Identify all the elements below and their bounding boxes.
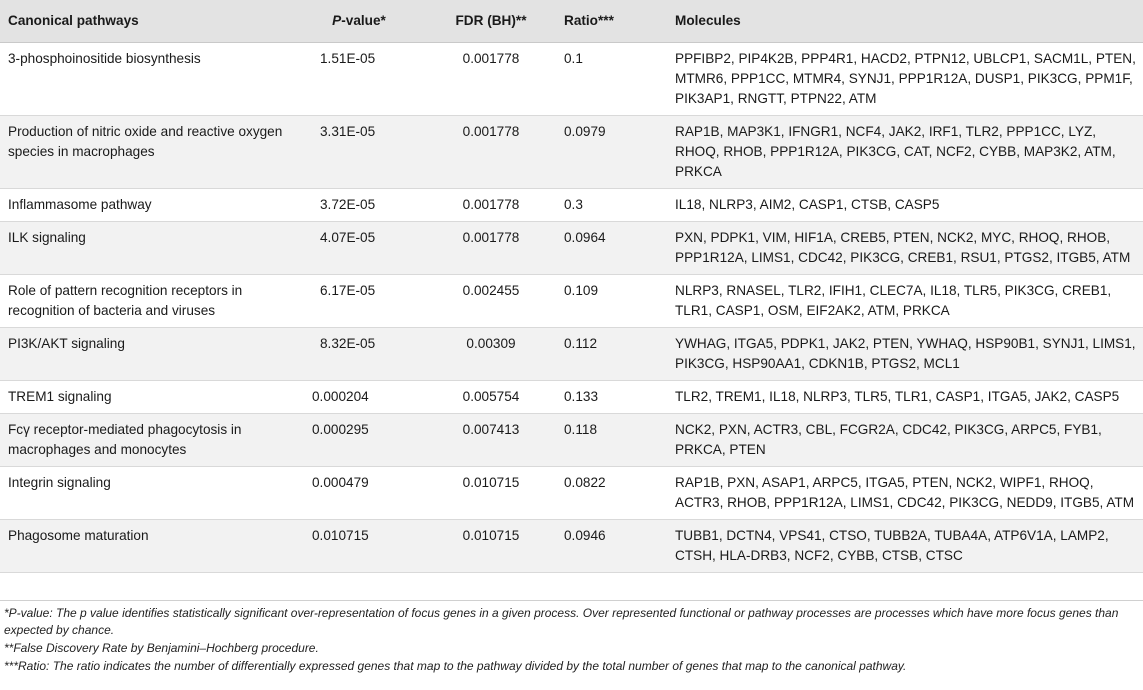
- cell-fdr: 0.001778: [462, 124, 520, 139]
- cell-fdr: 0.00309: [466, 336, 516, 351]
- cell-p-value-wrap: [300, 328, 418, 381]
- cell-p-value: 6.17E-05: [320, 283, 376, 298]
- cell-molecules: RAP1B, PXN, ASAP1, ARPC5, ITGA5, PTEN, NCK2, WIPF1, RHOQ, ACTR3, RHOB, PPP1R12A, LIMS1, CDC42, PIK3CG, NEDD9, ITGB5, ATM: [675, 475, 1135, 510]
- header-canonical-pathways: Canonical pathways: [0, 0, 300, 43]
- cell-molecules: TUBB1, DCTN4, VPS41, CTSO, TUBB2A, TUBA4A, ATP6V1A, LAMP2, CTSH, HLA-DRB3, NCF2, CYBB, CTSB, CTSC: [675, 528, 1109, 563]
- cell-ratio: 0.3: [564, 197, 583, 212]
- table-row: [0, 520, 1143, 573]
- cell-p-value: 0.010715: [312, 528, 369, 543]
- cell-molecules: PPFIBP2, PIP4K2B, PPP4R1, HACD2, PTPN12, UBLCP1, SACM1L, PTEN, MTMR6, PPP1CC, MTMR4, SYNJ1, PPP1R12A, DUSP1, PIK3CG, PPM1F, PIK3AP1, RNGTT, PTPN22, ATM: [675, 51, 1136, 106]
- cell-pathway: Integrin signaling: [8, 475, 111, 490]
- cell-p-value-wrap: [300, 467, 418, 520]
- cell-molecules: TLR2, TREM1, IL18, NLRP3, TLR5, TLR1, CASP1, ITGA5, JAK2, CASP5: [675, 389, 1120, 404]
- cell-ratio: 0.109: [564, 283, 599, 298]
- cell-molecules: PXN, PDPK1, VIM, HIF1A, CREB5, PTEN, NCK2, MYC, RHOQ, RHOB, PPP1R12A, LIMS1, CDC42, PIK3CG, CREB1, RSU1, PTGS2, ITGB5, ATM: [675, 230, 1131, 265]
- table-row: [0, 43, 1143, 116]
- cell-p-value-wrap: [300, 381, 418, 414]
- cell-molecules: IL18, NLRP3, AIM2, CASP1, CTSB, CASP5: [675, 197, 940, 212]
- cell-fdr: 0.005754: [462, 389, 520, 404]
- cell-p-value-wrap: [300, 116, 418, 189]
- cell-pathway: TREM1 signaling: [8, 389, 112, 404]
- table-header-row: [0, 0, 1143, 43]
- cell-pathway: PI3K/AKT signaling: [8, 336, 125, 351]
- cell-p-value-wrap: [300, 43, 418, 116]
- table-row: [0, 189, 1143, 222]
- cell-pathway: Inflammasome pathway: [8, 197, 152, 212]
- cell-ratio: 0.112: [564, 336, 598, 351]
- cell-pathway: Fcγ receptor-mediated phagocytosis in macrophages and monocytes: [8, 422, 242, 457]
- header-molecules: Molecules: [675, 0, 1143, 43]
- table-row: [0, 328, 1143, 381]
- cell-ratio: 0.133: [564, 389, 599, 404]
- cell-p-value-wrap: [300, 189, 418, 222]
- header-p-rest: -value*: [341, 13, 386, 28]
- cell-p-value-wrap: [300, 520, 418, 573]
- cell-pathway: Phagosome maturation: [8, 528, 149, 543]
- table-row: [0, 222, 1143, 275]
- cell-pathway: 3-phosphoinositide biosynthesis: [8, 51, 201, 66]
- cell-p-value: 0.000295: [312, 422, 369, 437]
- cell-p-value: 0.000204: [312, 389, 369, 404]
- cell-fdr: 0.001778: [462, 197, 520, 212]
- cell-p-value-wrap: [300, 414, 418, 467]
- cell-ratio: 0.0946: [564, 528, 606, 543]
- cell-fdr: 0.001778: [462, 230, 520, 245]
- cell-p-value: 3.31E-05: [320, 124, 376, 139]
- cell-p-value: 3.72E-05: [320, 197, 376, 212]
- cell-ratio: 0.0964: [564, 230, 606, 245]
- cell-p-value: 4.07E-05: [320, 230, 376, 245]
- cell-pathway: ILK signaling: [8, 230, 86, 245]
- cell-ratio: 0.0822: [564, 475, 606, 490]
- table-row: [0, 381, 1143, 414]
- footnote-ratio: ***Ratio: The ratio indicates the number of differentially expressed genes that map to the pathway divided by the total number of genes that map to the canonical pathway.: [4, 659, 907, 673]
- cell-ratio: 0.1: [564, 51, 583, 66]
- cell-p-value: 1.51E-05: [320, 51, 376, 66]
- cell-fdr: 0.010715: [462, 528, 520, 543]
- cell-molecules: RAP1B, MAP3K1, IFNGR1, NCF4, JAK2, IRF1, TLR2, PPP1CC, LYZ, RHOQ, RHOB, PPP1R12A, PIK3CG, CAT, NCF2, CYBB, MAP3K2, ATM, PRKCA: [675, 124, 1116, 179]
- table-row: [0, 467, 1143, 520]
- cell-molecules: NCK2, PXN, ACTR3, CBL, FCGR2A, CDC42, PIK3CG, ARPC5, FYB1, PRKCA, PTEN: [675, 422, 1102, 457]
- cell-p-value-wrap: [300, 275, 418, 328]
- cell-fdr: 0.002455: [462, 283, 520, 298]
- cell-fdr: 0.007413: [462, 422, 520, 437]
- table-row: [0, 414, 1143, 467]
- cell-ratio: 0.0979: [564, 124, 606, 139]
- cell-p-value-wrap: [300, 222, 418, 275]
- cell-p-value: 8.32E-05: [320, 336, 376, 351]
- header-ratio: Ratio***: [564, 0, 675, 43]
- header-p-value: [300, 0, 418, 43]
- cell-pathway: Role of pattern recognition receptors in recognition of bacteria and viruses: [8, 283, 243, 318]
- cell-fdr: 0.010715: [462, 475, 520, 490]
- footnote-fdr: **False Discovery Rate by Benjamini–Hochberg procedure.: [4, 641, 319, 655]
- header-fdr: FDR (BH)**: [418, 0, 564, 43]
- cell-pathway: Production of nitric oxide and reactive oxygen species in macrophages: [8, 124, 283, 159]
- cell-p-value: 0.000479: [312, 475, 369, 490]
- header-p-italic: P: [332, 13, 342, 28]
- cell-molecules: NLRP3, RNASEL, TLR2, IFIH1, CLEC7A, IL18, TLR5, PIK3CG, CREB1, TLR1, CASP1, OSM, EIF2AK2, ATM, PRKCA: [675, 283, 1112, 318]
- footnote-p-value: *P-value: The p value identifies statistically significant over-representation of focus genes in a given process. Over represented functional or pathway processes are processes which have more focus genes than expected by chance.: [4, 606, 1119, 637]
- table-footnotes: [0, 600, 1143, 676]
- table-row: [0, 116, 1143, 189]
- table-row: [0, 275, 1143, 328]
- cell-molecules: YWHAG, ITGA5, PDPK1, JAK2, PTEN, YWHAQ, HSP90B1, SYNJ1, LIMS1, PIK3CG, HSP90AA1, CDKN1B, PTGS2, MCL1: [675, 336, 1136, 371]
- cell-ratio: 0.118: [564, 422, 598, 437]
- cell-fdr: 0.001778: [462, 51, 520, 66]
